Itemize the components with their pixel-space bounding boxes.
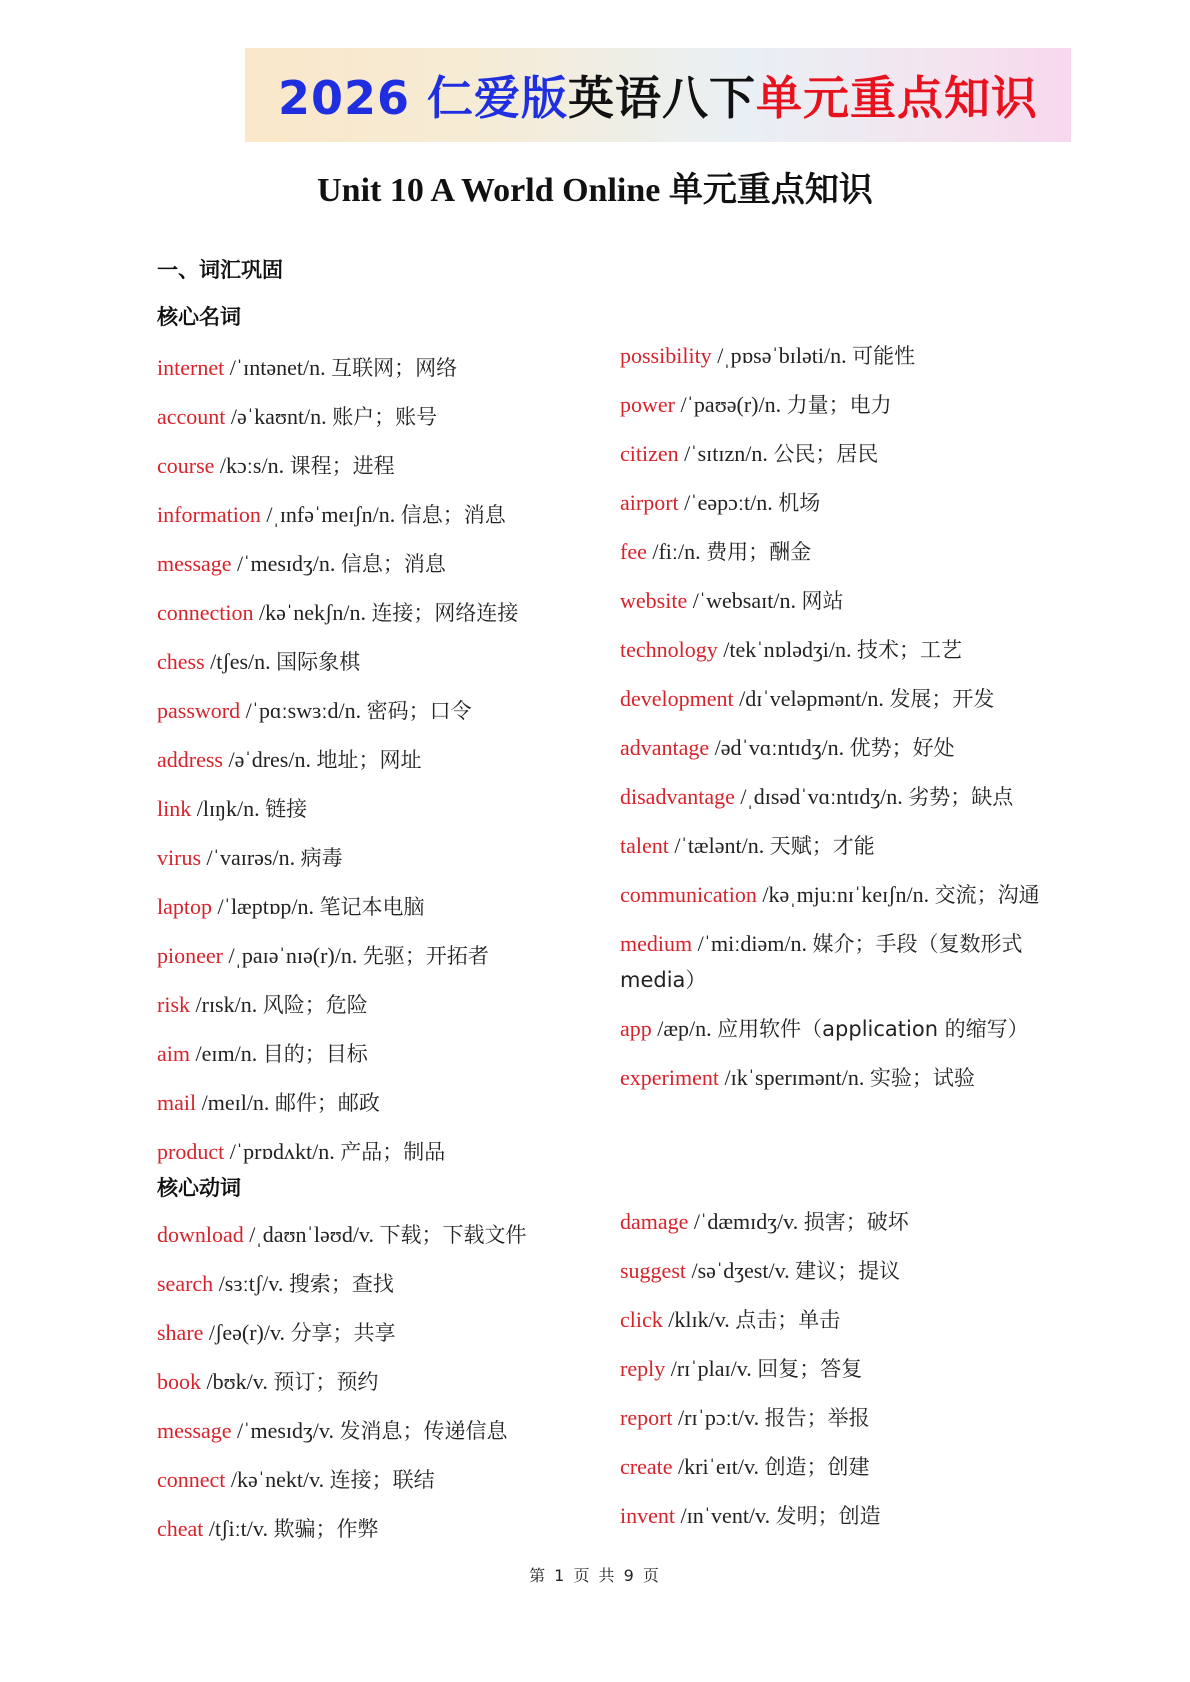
vocab-phonetic: /ɪnˈvent/v. [675, 1503, 776, 1528]
page-footer: 第 1 页 共 9 页 [529, 1566, 661, 1585]
vocab-entry [157, 399, 597, 435]
vocab-phonetic: /kəˌmjuːnɪˈkeɪʃn/n. [756, 882, 935, 907]
vocab-meaning: 链接 [265, 797, 308, 821]
vocab-word: citizen [620, 441, 679, 466]
vocab-word: risk [157, 992, 190, 1017]
vocab-phonetic: /ˌpaɪəˈnɪə(r)/n. [222, 943, 363, 968]
vocab-meaning: 优势；好处 [849, 736, 955, 760]
vocab-phonetic: /eɪm/n. [190, 1041, 263, 1066]
vocab-meaning: 邮件；邮政 [274, 1091, 380, 1115]
vocab-entry [620, 1253, 1060, 1289]
vocab-phonetic: /ˈmesɪdʒ/v. [231, 1418, 340, 1443]
vocab-entry [157, 1217, 597, 1253]
vocab-word: chess [157, 649, 205, 674]
vocab-phonetic: /ˌɪnfəˈmeɪʃn/n. [260, 502, 401, 527]
vocab-word: search [157, 1271, 214, 1296]
vocab-word: invent [620, 1503, 675, 1528]
vocab-word: password [157, 698, 241, 723]
vocab-entry [620, 1351, 1060, 1387]
vocab-word: experiment [620, 1065, 719, 1090]
vocab-phonetic: /ʃeə(r)/v. [203, 1320, 291, 1345]
vocab-phonetic: /ˈprɒdʌkt/n. [224, 1139, 341, 1164]
vocab-meaning: 力量；电力 [786, 393, 892, 417]
vocab-entry [620, 681, 1060, 717]
vocab-word: technology [620, 637, 718, 662]
vocab-phonetic: /ɪkˈsperɪmənt/n. [718, 1065, 870, 1090]
vocab-meaning: 交流；沟通 [934, 883, 1040, 907]
vocab-phonetic: /ˈmiːdiəm/n. [692, 931, 813, 956]
vocab-entry [620, 387, 1060, 423]
vocab-word: communication [620, 882, 757, 907]
vocab-phonetic: /rɪˈplaɪ/v. [665, 1356, 758, 1381]
vocab-meaning: 实验；试验 [869, 1066, 975, 1090]
vocab-word: pioneer [157, 943, 223, 968]
vocab-phonetic: /ˌdaʊnˈləʊd/v. [243, 1222, 380, 1247]
vocab-entry [157, 1085, 597, 1121]
vocab-meaning: 发明；创造 [775, 1504, 881, 1528]
vocab-entry [157, 693, 597, 729]
vocab-entry [620, 1302, 1060, 1338]
core-verbs-right-column [620, 1204, 1060, 1547]
vocab-entry [157, 889, 597, 925]
vocab-entry [620, 877, 1060, 913]
vocab-meaning: 应用软件（application 的缩写） [717, 1017, 1029, 1041]
vocab-phonetic: /əˈdres/n. [222, 747, 317, 772]
vocab-entry [157, 1315, 597, 1351]
vocab-word: message [157, 551, 232, 576]
vocab-word: advantage [620, 735, 710, 760]
vocab-phonetic: /rɪsk/n. [190, 992, 263, 1017]
vocab-entry [157, 350, 597, 386]
vocab-phonetic: /sɜːtʃ/v. [213, 1271, 289, 1296]
vocab-entry [620, 730, 1060, 766]
vocab-word: disadvantage [620, 784, 735, 809]
vocab-entry [620, 828, 1060, 864]
section-heading-vocabulary: 一、词汇巩固 [157, 258, 283, 282]
vocab-entry [157, 742, 597, 778]
vocab-entry [157, 1036, 597, 1072]
vocab-phonetic: /fiː/n. [646, 539, 707, 564]
vocab-meaning: 网站 [801, 589, 844, 613]
vocab-word: product [157, 1139, 225, 1164]
vocab-word: power [620, 392, 675, 417]
vocab-word: course [157, 453, 215, 478]
vocab-word: talent [620, 833, 669, 858]
vocab-word: share [157, 1320, 204, 1345]
vocab-meaning: 建议；提议 [795, 1259, 901, 1283]
vocab-word: connection [157, 600, 254, 625]
vocab-meaning: 信息；消息 [400, 503, 506, 527]
vocab-phonetic: /ˌdɪsədˈvɑːntɪdʒ/n. [734, 784, 909, 809]
vocab-word: mail [157, 1090, 197, 1115]
vocab-phonetic: /lɪŋk/n. [191, 796, 266, 821]
vocab-meaning: 连接；网络连接 [371, 601, 519, 625]
vocab-phonetic: /tʃiːt/v. [203, 1516, 274, 1541]
vocab-word: report [620, 1405, 673, 1430]
vocab-entry [620, 485, 1060, 521]
vocab-meaning: 技术；工艺 [856, 638, 962, 662]
vocab-phonetic: /ˈeəpɔːt/n. [678, 490, 779, 515]
vocab-meaning: 搜索；查找 [288, 1272, 394, 1296]
vocab-entry [620, 632, 1060, 668]
vocab-meaning: 点击；单击 [735, 1308, 841, 1332]
vocab-meaning: 笔记本电脑 [319, 895, 425, 919]
core-nouns-left-column [157, 350, 597, 1183]
vocab-word: website [620, 588, 688, 613]
vocab-entry [157, 987, 597, 1023]
vocab-phonetic: /ˈdæmɪdʒ/v. [688, 1209, 804, 1234]
vocab-meaning: 公民；居民 [773, 442, 879, 466]
vocab-phonetic: /tekˈnɒlədʒi/n. [717, 637, 857, 662]
vocab-meaning: 回复；答复 [757, 1357, 863, 1381]
vocab-entry [157, 1511, 597, 1547]
vocab-meaning: 天赋；才能 [769, 834, 875, 858]
vocab-word: suggest [620, 1258, 686, 1283]
vocab-entry [620, 1400, 1060, 1436]
banner-subject: 英语八下 [568, 71, 757, 125]
vocab-meaning: 病毒 [300, 846, 343, 870]
vocab-word: fee [620, 539, 647, 564]
vocab-entry [620, 1449, 1060, 1485]
vocab-entry [157, 546, 597, 582]
vocab-phonetic: /kriˈeɪt/v. [672, 1454, 765, 1479]
vocab-word: address [157, 747, 223, 772]
vocab-entry [620, 338, 1060, 374]
vocab-phonetic: /tʃes/n. [204, 649, 277, 674]
vocab-entry [620, 1060, 1060, 1096]
vocab-word: link [157, 796, 192, 821]
banner-year-edition: 2026 仁爱版 [277, 71, 569, 125]
vocab-meaning: 报告；举报 [764, 1406, 870, 1430]
vocab-word: download [157, 1222, 244, 1247]
vocab-phonetic: /ˈsɪtɪzn/n. [678, 441, 774, 466]
vocab-word: message [157, 1418, 232, 1443]
subheading-core-nouns: 核心名词 [157, 305, 241, 329]
vocab-meaning: 下载；下载文件 [379, 1223, 527, 1247]
vocab-meaning: 分享；共享 [290, 1321, 396, 1345]
vocab-entry [157, 791, 597, 827]
vocab-word: medium [620, 931, 693, 956]
vocab-meaning: 账户；账号 [332, 405, 438, 429]
vocab-phonetic: /ˈvaɪrəs/n. [201, 845, 301, 870]
vocab-meaning: 课程；进程 [289, 454, 395, 478]
vocab-word: damage [620, 1209, 689, 1234]
vocab-phonetic: /ədˈvɑːntɪdʒ/n. [709, 735, 850, 760]
vocab-phonetic: /ˈtælənt/n. [668, 833, 770, 858]
vocab-phonetic: /æp/n. [651, 1016, 718, 1041]
vocab-word: create [620, 1454, 673, 1479]
vocab-meaning: 先驱；开拓者 [362, 944, 489, 968]
vocab-word: connect [157, 1467, 226, 1492]
vocab-phonetic: /klɪk/v. [662, 1307, 736, 1332]
subheading-core-verbs: 核心动词 [157, 1176, 241, 1200]
vocab-meaning: 劣势；缺点 [908, 785, 1014, 809]
vocab-meaning: 媒介；手段（复数形式 media） [620, 932, 1023, 992]
vocab-word: laptop [157, 894, 212, 919]
vocab-phonetic: /ˈpaʊə(r)/n. [674, 392, 787, 417]
vocab-entry [620, 1011, 1060, 1047]
vocab-phonetic: /kəˈnekʃn/n. [253, 600, 372, 625]
vocab-phonetic: /ˈpɑːswɜːd/n. [240, 698, 367, 723]
vocab-entry [620, 534, 1060, 570]
vocab-entry [620, 1498, 1060, 1534]
vocab-meaning: 机场 [778, 491, 821, 515]
title-banner [245, 48, 1071, 142]
vocab-meaning: 密码；口令 [366, 699, 472, 723]
vocab-word: app [620, 1016, 652, 1041]
vocab-meaning: 互联网；网络 [331, 356, 458, 380]
vocab-meaning: 创造；创建 [764, 1455, 870, 1479]
vocab-phonetic: /ˈlæptɒp/n. [212, 894, 320, 919]
vocab-meaning: 信息；消息 [340, 552, 446, 576]
vocab-entry [157, 644, 597, 680]
vocab-word: information [157, 502, 261, 527]
vocab-meaning: 风险；危险 [262, 993, 368, 1017]
vocab-word: internet [157, 355, 225, 380]
vocab-entry [157, 1266, 597, 1302]
vocab-word: book [157, 1369, 201, 1394]
vocab-meaning: 费用；酬金 [706, 540, 812, 564]
vocab-entry [157, 448, 597, 484]
vocab-entry [157, 497, 597, 533]
vocab-phonetic: /meɪl/n. [196, 1090, 275, 1115]
vocab-word: aim [157, 1041, 190, 1066]
core-nouns-right-column [620, 338, 1060, 1109]
vocab-word: account [157, 404, 226, 429]
vocab-entry [620, 436, 1060, 472]
vocab-meaning: 目的；目标 [262, 1042, 368, 1066]
vocab-phonetic: /rɪˈpɔːt/v. [672, 1405, 765, 1430]
vocab-word: click [620, 1307, 663, 1332]
vocab-meaning: 预订；预约 [273, 1370, 379, 1394]
unit-title: Unit 10 A World Online 单元重点知识 [317, 172, 873, 209]
vocab-entry [157, 595, 597, 631]
vocab-word: cheat [157, 1516, 204, 1541]
vocab-entry [620, 1204, 1060, 1240]
banner-topic: 单元重点知识 [756, 71, 1039, 125]
vocab-meaning: 发消息；传递信息 [339, 1419, 508, 1443]
vocab-phonetic: /əˈkaʊnt/n. [225, 404, 333, 429]
vocab-entry [157, 1413, 597, 1449]
vocab-entry [157, 938, 597, 974]
vocab-word: airport [620, 490, 679, 515]
vocab-phonetic: /dɪˈveləpmənt/n. [733, 686, 890, 711]
core-verbs-left-column [157, 1217, 597, 1560]
vocab-meaning: 产品；制品 [340, 1140, 446, 1164]
vocab-phonetic: /kəˈnekt/v. [225, 1467, 330, 1492]
vocab-word: virus [157, 845, 201, 870]
vocab-entry [620, 583, 1060, 619]
vocab-entry [157, 840, 597, 876]
vocab-phonetic: /ˈmesɪdʒ/n. [231, 551, 341, 576]
vocab-entry [620, 926, 1060, 998]
vocab-meaning: 发展；开发 [889, 687, 995, 711]
vocab-phonetic: /bʊk/v. [201, 1369, 274, 1394]
vocab-entry [157, 1462, 597, 1498]
vocab-meaning: 可能性 [852, 344, 916, 368]
vocab-word: possibility [620, 343, 712, 368]
vocab-word: reply [620, 1356, 666, 1381]
vocab-phonetic: /ˈwebsaɪt/n. [687, 588, 802, 613]
vocab-phonetic: /səˈdʒest/v. [686, 1258, 796, 1283]
vocab-phonetic: /ˈɪntənet/n. [224, 355, 332, 380]
vocab-meaning: 地址；网址 [316, 748, 422, 772]
vocab-entry [157, 1364, 597, 1400]
vocab-phonetic: /ˌpɒsəˈbɪləti/n. [711, 343, 853, 368]
vocab-entry [157, 1134, 597, 1170]
vocab-meaning: 连接；联结 [329, 1468, 435, 1492]
vocab-word: development [620, 686, 734, 711]
vocab-meaning: 国际象棋 [276, 650, 361, 674]
vocab-meaning: 损害；破坏 [803, 1210, 909, 1234]
vocab-phonetic: /kɔːs/n. [214, 453, 290, 478]
vocab-entry [620, 779, 1060, 815]
vocab-meaning: 欺骗；作弊 [273, 1517, 379, 1541]
